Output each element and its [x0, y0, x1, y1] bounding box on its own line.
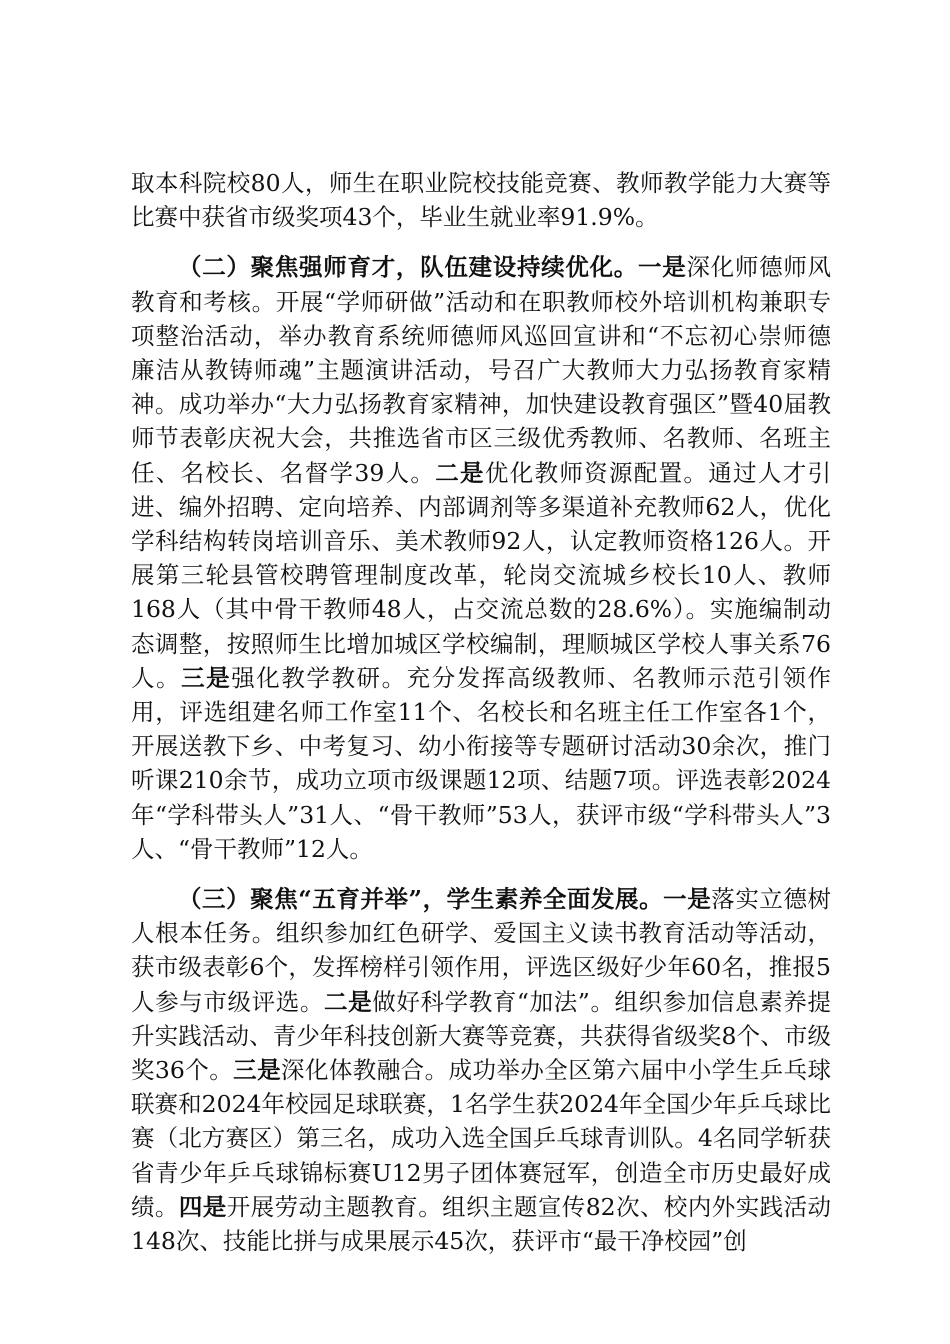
- point-label: 三是: [233, 1056, 282, 1085]
- point-text: 做好科学教育“加法”。组织参加信息素养提升实践活动、青少年科技创新大赛等竞赛，共获得省级奖8个、市级奖36个。: [131, 987, 832, 1085]
- point-text: 优化教师资源配置。通过人才引进、编外招聘、定向培养、内部调剂等多渠道补充教师62人，优化学科结构转岗培训音乐、美术教师92人，认定教师资格126人。开展第三轮县管校聘管理制度改革，轮岗交流城乡校长10人、教师168人（其中骨干教师48人，占交流总数的28.6%）。实施编制动态调整，按照师生比增加城区学校编制，理顺城区学校人事关系76人。: [131, 458, 832, 692]
- point-text: 深化师德师风教育和考核。开展“学师研做”活动和在职教师校外培训机构兼职专项整治活动，举办教育系统师德师风巡回宣讲和“不忘初心崇师德 廉洁从教铸师魂”主题演讲活动，号召广大教师大力弘扬教育家精神。成功举办“大力弘扬教育家精神，加快建设教育强区”暨40届教师节表彰庆祝大会，共推选省市区三级优秀教师、名教师、名班主任、名校长、名督学39人。: [131, 253, 832, 487]
- point-text: 开展劳动主题教育。组织主题宣传82次、校内外实践活动148次、技能比拼与成果展示45次，获评市“最干净校园”创: [131, 1192, 832, 1256]
- paragraph-text: 取本科院校80人，师生在职业院校技能竞赛、教师教学能力大赛等比赛中获省市级奖项43个，毕业生就业率91.9%。: [131, 169, 831, 232]
- point-label: 二是: [435, 458, 485, 487]
- point-label: 三是: [181, 663, 232, 692]
- point-text: 强化教学教研。充分发挥高级教师、名教师示范引领作用，评选组建名师工作室11个、名校长和名班主任工作室各1个，开展送教下乡、中考复习、幼小衔接等专题研讨活动30余次，推门听课210余节，成功立项市级课题12项、结题7项。评选表彰2024年“学科带头人”31人、“骨干教师”53人，获评市级“学科带头人”3人、“骨干教师”12人。: [131, 663, 832, 863]
- document-page: [131, 166, 831, 1274]
- point-text: 落实立德树人根本任务。组织参加红色研学、爱国主义读书教育活动等活动，获市级表彰6个，发挥榜样引领作用，评选区级好少年60名，推报5人参与市级评选。: [131, 885, 831, 1016]
- point-text: 深化体教融合。成功举办全区第六届中小学生乒乓球联赛和2024年校园足球联赛，1名学生获2024年全国少年乒乓球比赛（北方赛区）第三名，成功入选全国乒乓球青训队。4名同学斩获省青少年乒乓球锦标赛U12男子团体赛冠军，创造全市历史最好成绩。: [131, 1056, 832, 1221]
- point-label: 二是: [323, 987, 373, 1016]
- paragraph-continuation: [131, 166, 831, 234]
- section-heading: （三）聚焦“五育并举”，学生素养全面发展。: [178, 885, 664, 914]
- paragraph-student-development: [131, 882, 831, 1258]
- point-label: 四是: [178, 1192, 227, 1221]
- paragraph-teacher-development: [131, 250, 831, 866]
- point-label: 一是: [638, 253, 687, 282]
- section-heading: （二）聚焦强师育才，队伍建设持续优化。: [178, 253, 639, 282]
- point-label: 一是: [663, 885, 712, 914]
